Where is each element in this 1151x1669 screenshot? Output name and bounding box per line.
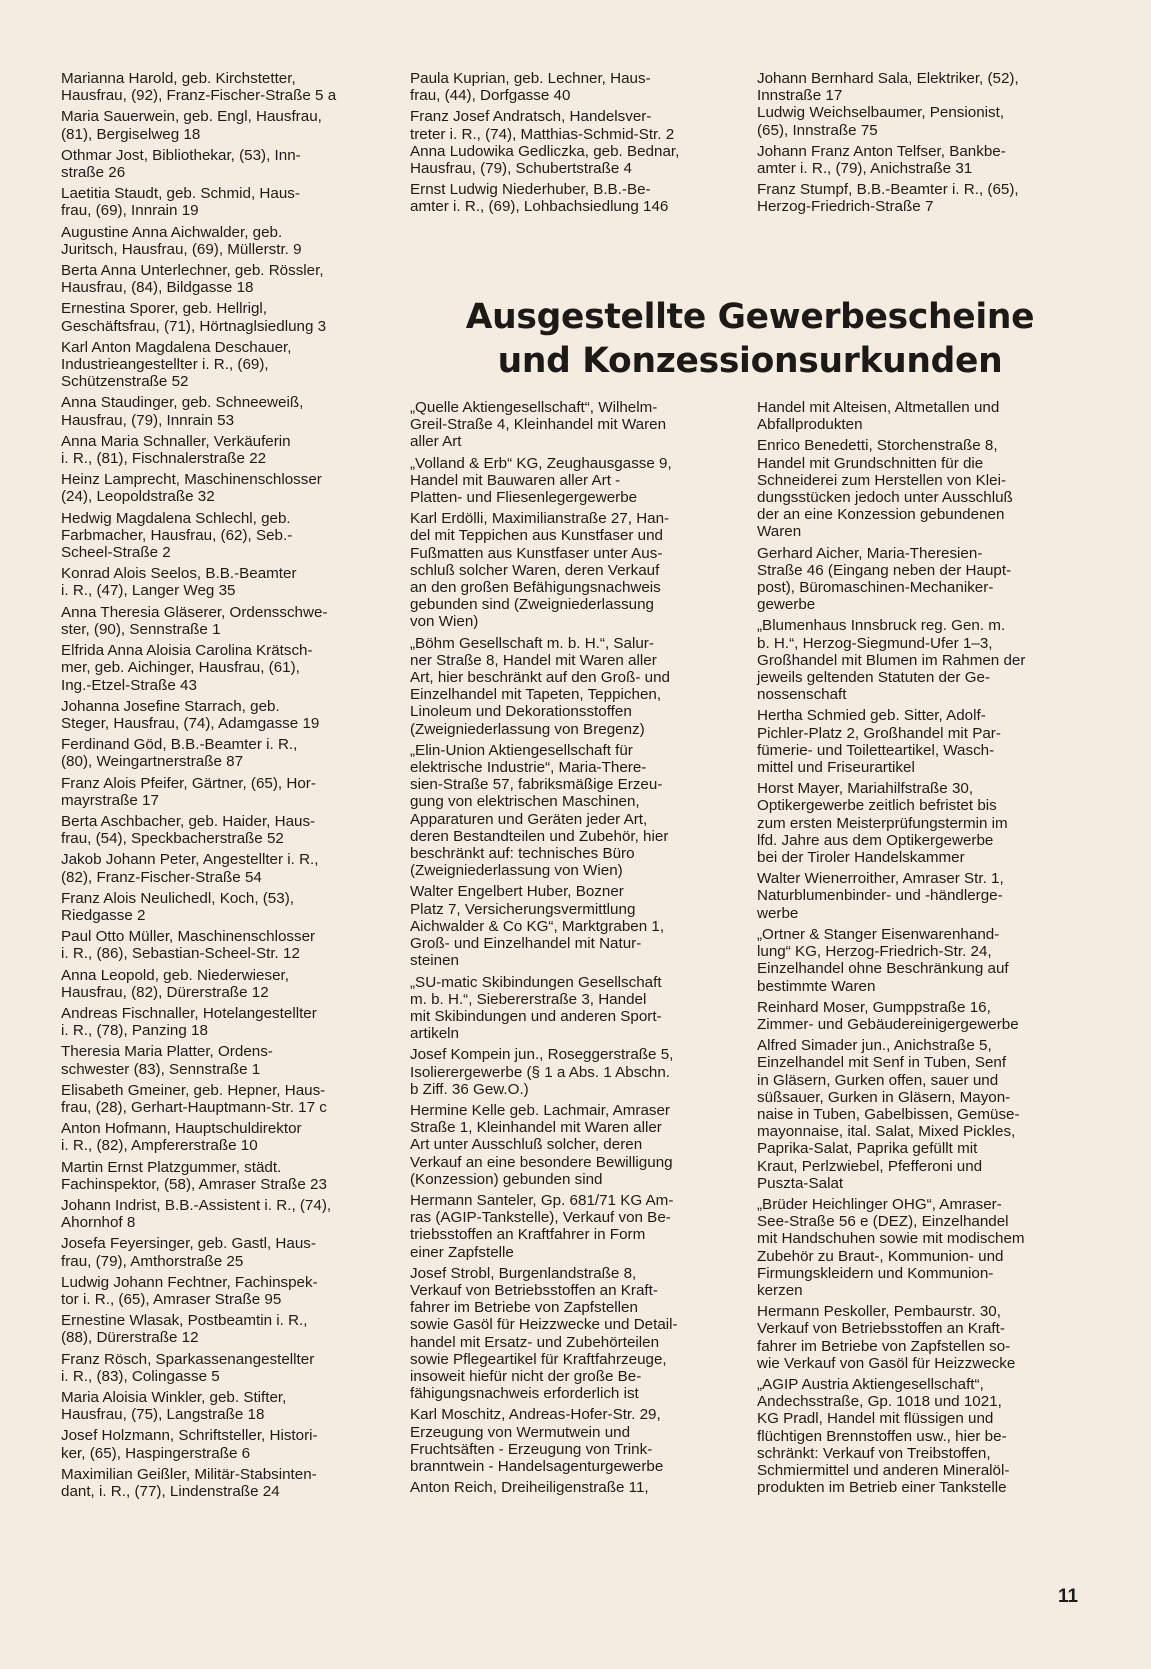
entry-line: elektrische Industrie“, Maria-There- (410, 759, 647, 777)
list-entry (61, 1312, 379, 1346)
entry-line: Franz Alois Neulichedl, Koch, (53), (61, 889, 294, 907)
list-entry (757, 999, 1087, 1033)
entry-line: gebunden sind (Zweigniederlassung (410, 596, 655, 614)
entry-line: Paprika-Salat, Paprika gefüllt mit (757, 1140, 978, 1158)
entry-line: Hausfrau, (75), Langstraße 18 (61, 1406, 265, 1424)
entry-line: Andreas Fischnaller, Hotelangestellter (61, 1004, 317, 1022)
entry-line: Zimmer- und Gebäudereinigergewerbe (757, 1015, 1019, 1033)
list-entry (410, 399, 735, 451)
entry-line: Fruchtsäften - Erzeugung von Trink- (410, 1440, 653, 1458)
entry-line: Hermine Kelle geb. Lachmair, Amraser (410, 1101, 670, 1119)
list-entry (61, 224, 379, 258)
list-entry (61, 1389, 379, 1423)
entry-line: Josef Holzmann, Schriftsteller, Histori- (61, 1427, 318, 1445)
list-entry (61, 698, 379, 732)
entry-line: Anton Hofmann, Hauptschuldirektor (61, 1120, 302, 1138)
entry-line: zum ersten Meisterprüfungstermin im (757, 814, 1008, 832)
list-entry (757, 780, 1087, 866)
entry-line: naise in Tuben, Gabelbissen, Gemüse- (757, 1105, 1020, 1123)
entry-line: (Zweigniederlassung von Wien) (410, 862, 623, 880)
entry-line: „Ortner & Stanger Eisenwarenhand- (757, 925, 1000, 943)
entry-line: mayonnaise, ital. Salat, Mixed Pickles, (757, 1123, 1016, 1141)
list-entry (61, 851, 379, 885)
entry-line: Isolierergewerbe (§ 1 a Abs. 1 Abschn. (410, 1063, 671, 1081)
entry-line: Linoleum und Dekorationsstoffen (410, 703, 632, 721)
entry-line: Fußmatten aus Kunstfaser unter Aus- (410, 544, 663, 562)
entry-line: Hermann Santeler, Gp. 681/71 KG Am- (410, 1191, 674, 1209)
entry-line: Theresia Maria Platter, Ordens- (61, 1043, 273, 1061)
entry-line: Großhandel mit Blumen im Rahmen der (757, 651, 1026, 669)
entry-line: Geschäftsfrau, (71), Hörtnaglsiedlung 3 (61, 317, 327, 335)
entry-line: schränkt: Verkauf von Treibstoffen, (757, 1444, 991, 1462)
entry-line: fahrer im Betriebe von Zapfstellen so- (757, 1337, 1011, 1355)
list-entry (410, 70, 710, 104)
entry-line: frau, (54), Speckbacherstraße 52 (61, 830, 284, 848)
entry-line: Juritsch, Hausfrau, (69), Müllerstr. 9 (61, 240, 302, 258)
entry-line: b Ziff. 36 Gew.O.) (410, 1080, 529, 1098)
entry-line: amter i. R., (79), Anichstraße 31 (757, 160, 973, 178)
list-entry (61, 967, 379, 1001)
entry-line: Berta Aschbacher, geb. Haider, Haus- (61, 812, 316, 830)
entry-line: Hausfrau, (79), Schubertstraße 4 (410, 160, 633, 178)
entry-line: Handel mit Alteisen, Altmetallen und (757, 399, 1000, 416)
entry-line: Walter Engelbert Huber, Bozner (410, 883, 624, 901)
entry-line: lung“ KG, Herzog-Friedrich-Str. 24, (757, 943, 992, 961)
entry-line: (Konzession) gebunden sind (410, 1170, 603, 1188)
list-entry (410, 510, 735, 630)
entry-line: Ahornhof 8 (61, 1214, 136, 1232)
list-entry (757, 545, 1087, 614)
entry-line: Zubehör zu Braut-, Kommunion- und (757, 1247, 1004, 1265)
column-deaths-list-end (757, 70, 1087, 220)
entry-line: Verkauf an eine besondere Bewilligung (410, 1153, 673, 1171)
entry-line: Hedwig Magdalena Schlechl, geb. (61, 509, 291, 527)
entry-line: Anna Staudinger, geb. Schneeweiß, (61, 394, 304, 412)
entry-line: Walter Wienerroither, Amraser Str. 1, (757, 870, 1004, 888)
entry-line: m. b. H.“, Siebererstraße 3, Handel (410, 990, 647, 1008)
entry-line: Schützenstraße 52 (61, 373, 189, 391)
list-entry (61, 642, 379, 694)
list-entry (61, 775, 379, 809)
entry-line: Einzelhandel ohne Beschränkung auf (757, 960, 1009, 978)
entry-line: Hermann Peskoller, Pembaurstr. 30, (757, 1303, 1001, 1321)
entry-line: Ernst Ludwig Niederhuber, B.B.-Be- (410, 181, 651, 199)
entry-line: frau, (28), Gerhart-Hauptmann-Str. 17 c (61, 1098, 327, 1116)
entry-line: Johann Franz Anton Telfser, Bankbe- (757, 142, 1006, 160)
entry-line: dungsstücken jedoch unter Ausschluß (757, 489, 1013, 507)
entry-line: Johanna Josefine Starrach, geb. (61, 697, 280, 715)
entry-line: Hausfrau, (84), Bildgasse 18 (61, 279, 254, 297)
entry-line: „Quelle Aktiengesellschaft“, Wilhelm- (410, 399, 658, 416)
entry-line: b. H.“, Herzog-Siegmund-Ufer 1–3, (757, 634, 993, 652)
entry-line: Handel mit Grundschnitten für die (757, 454, 984, 472)
entry-line: flüchtigen Brennstoffen usw., hier be- (757, 1427, 1007, 1445)
entry-line: dant, i. R., (77), Lindenstraße 24 (61, 1483, 280, 1501)
entry-line: Hausfrau, (82), Dürerstraße 12 (61, 983, 269, 1001)
list-entry (757, 399, 1087, 433)
entry-line: „Böhm Gesellschaft m. b. H.“, Salur- (410, 634, 654, 652)
entry-line: Maria Sauerwein, geb. Engl, Hausfrau, (61, 108, 322, 126)
entry-line: Maximilian Geißler, Militär-Stabsinten- (61, 1465, 317, 1483)
entry-line: Groß- und Einzelhandel mit Natur- (410, 935, 642, 953)
entry-line: Berta Anna Unterlechner, geb. Rössler, (61, 262, 324, 280)
entry-line: (82), Franz-Fischer-Straße 54 (61, 868, 262, 886)
entry-line: Verkauf von Betriebsstoffen an Kraft- (757, 1320, 1005, 1338)
entry-line: insoweit hiefür nicht der große Be- (410, 1367, 642, 1385)
list-entry (61, 1197, 379, 1231)
entry-line: ster, (90), Sennstraße 1 (61, 620, 221, 638)
entry-line: Josefa Feyersinger, geb. Gastl, Haus- (61, 1235, 316, 1253)
entry-line: „AGIP Austria Aktiengesellschaft“, (757, 1375, 984, 1393)
entry-line: gewerbe (757, 596, 816, 614)
list-entry (61, 890, 379, 924)
entry-line: Maria Aloisia Winkler, geb. Stifter, (61, 1389, 287, 1407)
entry-line: steinen (410, 952, 459, 970)
entry-line: Schmiermittel und anderen Mineralöl- (757, 1461, 1010, 1479)
entry-line: gung von elektrischen Maschinen, (410, 793, 640, 811)
entry-line: del mit Teppichen aus Kunstfaser und (410, 527, 664, 545)
list-entry (61, 70, 379, 104)
entry-line: Verkauf von Betriebsstoffen an Kraft- (410, 1281, 658, 1299)
entry-line: (Zweigniederlassung von Bregenz) (410, 720, 645, 738)
entry-line: Hausfrau, (79), Innrain 53 (61, 411, 235, 429)
entry-line: Ing.-Etzel-Straße 43 (61, 676, 197, 694)
list-entry (61, 185, 379, 219)
list-entry (61, 262, 379, 296)
entry-line: tor i. R., (65), Amraser Straße 95 (61, 1291, 282, 1308)
entry-line: Apparaturen und Geräten jeder Art, (410, 810, 648, 828)
entry-line: lfd. Jahre aus dem Optikergewerbe (757, 831, 994, 849)
list-entry (61, 1466, 379, 1500)
entry-line: i. R., (83), Colingasse 5 (61, 1367, 220, 1385)
entry-line: (81), Bergiselweg 18 (61, 125, 201, 143)
entry-line: (24), Leopoldstraße 32 (61, 488, 215, 506)
entry-line: Karl Erdölli, Maximilianstraße 27, Han- (410, 510, 670, 528)
entry-line: Innstraße 17 (757, 87, 843, 105)
entry-line: fahrer im Betriebe von Zapfstellen (410, 1299, 638, 1317)
entry-line: See-Straße 56 e (DEZ), Einzelhandel (757, 1213, 1009, 1231)
list-entry (61, 1005, 379, 1039)
entry-line: Straße 46 (Eingang neben der Haupt- (757, 561, 1012, 579)
entry-line: Hertha Schmied geb. Sitter, Adolf- (757, 707, 986, 725)
entry-line: Andechsstraße, Gp. 1018 und 1021, (757, 1393, 1002, 1411)
entry-line: Straße 1, Kleinhandel mit Waren aller (410, 1119, 662, 1137)
list-entry (410, 1406, 735, 1475)
list-entry (61, 1235, 379, 1269)
entry-line: süßsauer, Gurken in Gläsern, Mayon- (757, 1088, 1011, 1106)
list-entry (61, 1427, 379, 1461)
entry-line: Paula Kuprian, geb. Lechner, Haus- (410, 70, 651, 87)
list-entry (757, 1196, 1087, 1299)
entry-line: Anna Ludowika Gedliczka, geb. Bednar, (410, 142, 680, 160)
entry-line: in Gläsern, Gurken offen, sauer und (757, 1071, 999, 1089)
list-entry (757, 70, 1087, 139)
entry-line: frau, (79), Amthorstraße 25 (61, 1252, 244, 1270)
entry-line: Othmar Jost, Bibliothekar, (53), Inn- (61, 146, 301, 164)
entry-line: Franz Josef Andratsch, Handelsver- (410, 108, 652, 126)
entry-line: bestimmte Waren (757, 977, 876, 995)
list-entry (757, 437, 1087, 540)
entry-line: i. R., (82), Ampfererstraße 10 (61, 1137, 258, 1155)
entry-line: produkten im Betrieb einer Tankstelle (757, 1479, 1007, 1497)
entry-line: Pichler-Platz 2, Großhandel mit Par- (757, 724, 1001, 742)
list-entry (410, 1192, 735, 1261)
list-entry (61, 300, 379, 334)
entry-line: Ferdinand Göd, B.B.-Beamter i. R., (61, 736, 298, 754)
entry-line: nossenschaft (757, 686, 847, 704)
entry-line: Johann Indrist, B.B.-Assistent i. R., (74), (61, 1196, 332, 1214)
list-entry (410, 974, 735, 1043)
list-entry (410, 1102, 735, 1188)
list-entry (410, 455, 735, 507)
list-entry (61, 813, 379, 847)
entry-line: Josef Kompein jun., Roseggerstraße 5, (410, 1046, 674, 1064)
list-entry (410, 1479, 735, 1496)
entry-line: Karl Anton Magdalena Deschauer, (61, 338, 292, 356)
entry-line: Enrico Benedetti, Storchenstraße 8, (757, 437, 998, 455)
entry-line: ker, (65), Haspingerstraße 6 (61, 1444, 251, 1462)
entry-line: Art, hier beschränkt auf den Groß- und (410, 669, 671, 687)
entry-line: Steger, Hausfrau, (74), Adamgasse 19 (61, 714, 320, 732)
entry-line: Puszta-Salat (757, 1174, 844, 1192)
entry-line: Ludwig Johann Fechtner, Fachinspek- (61, 1273, 318, 1291)
entry-line: i. R., (47), Langer Weg 35 (61, 582, 236, 600)
entry-line: ras (AGIP-Tankstelle), Verkauf von Be- (410, 1209, 671, 1227)
entry-line: Laetitia Staudt, geb. Schmid, Haus- (61, 185, 300, 203)
entry-line: post), Büromaschinen-Mechaniker- (757, 579, 994, 597)
list-entry (61, 394, 379, 428)
list-entry (61, 147, 379, 181)
entry-line: schluß solcher Waren, deren Verkauf (410, 561, 660, 579)
entry-line: Marianna Harold, geb. Kirchstetter, (61, 70, 296, 87)
entry-line: Waren (757, 523, 802, 541)
list-entry (757, 1303, 1087, 1372)
entry-line: sowie Gasöl für Heizzwecke und Detail- (410, 1316, 678, 1334)
list-entry (757, 1376, 1087, 1496)
entry-line: „Elin-Union Aktiengesellschaft für (410, 741, 633, 759)
entry-line: fümerie- und Toiletteartikel, Wasch- (757, 741, 995, 759)
entry-line: Aichwalder & Co KG“, Marktgraben 1, (410, 917, 665, 935)
entry-line: Fachinspektor, (58), Amraser Straße 23 (61, 1175, 327, 1193)
entry-line: Anna Theresia Gläserer, Ordensschwe- (61, 603, 328, 621)
page-number: 11 (1058, 1586, 1079, 1607)
list-entry (61, 1159, 379, 1193)
entry-line: Platten- und Fliesenlegergewerbe (410, 489, 638, 507)
column-deaths-list (61, 70, 379, 1504)
entry-line: Naturblumenbinder- und -händlerge- (757, 887, 1003, 905)
list-entry (61, 928, 379, 962)
entry-line: Kraut, Perlzwiebel, Pfefferoni und (757, 1157, 983, 1175)
entry-line: Franz Alois Pfeifer, Gärtner, (65), Hor- (61, 774, 316, 792)
entry-line: Elisabeth Gmeiner, geb. Hepner, Haus- (61, 1081, 326, 1099)
entry-line: bei der Tiroler Handelskammer (757, 849, 965, 867)
list-entry (61, 1043, 379, 1077)
entry-line: straße 26 (61, 164, 126, 182)
entry-line: handel mit Ersatz- und Zubehörteilen (410, 1333, 660, 1351)
list-entry (61, 433, 379, 467)
entry-line: (80), Weingartnerstraße 87 (61, 753, 244, 771)
entry-line: (65), Innstraße 75 (757, 121, 878, 139)
list-entry (410, 742, 735, 880)
entry-line: Josef Strobl, Burgenlandstraße 8, (410, 1264, 637, 1282)
list-entry (61, 604, 379, 638)
entry-line: mayrstraße 17 (61, 791, 159, 809)
entry-line: Riedgasse 2 (61, 906, 146, 924)
list-entry (410, 1046, 735, 1098)
section-headline (430, 295, 1070, 383)
entry-line: branntwein - Handelsagenturgewerbe (410, 1457, 664, 1475)
entry-line: mittel und Friseurartikel (757, 759, 915, 777)
column-deaths-list-continued (410, 70, 710, 220)
entry-line: wie Verkauf von Gasöl für Heizzwecke (757, 1354, 1016, 1372)
list-entry (61, 471, 379, 505)
list-entry (410, 108, 710, 177)
entry-line: sowie Pflegeartikel für Kraftfahrzeuge, (410, 1350, 667, 1368)
list-entry (61, 510, 379, 562)
entry-line: triebsstoffen an Kraftfahrer in Form (410, 1226, 646, 1244)
list-entry (61, 565, 379, 599)
entry-line: Horst Mayer, Mariahilfstraße 30, (757, 780, 974, 798)
entry-line: Einzelhandel mit Senf in Tuben, Senf (757, 1054, 1007, 1072)
entry-line: der an eine Konzession gebundenen (757, 506, 1005, 524)
entry-line: artikeln (410, 1025, 459, 1043)
entry-line: Ernestine Wlasak, Postbeamtin i. R., (61, 1312, 308, 1330)
entry-line: Schneiderei zum Herstellen von Klei- (757, 471, 1007, 489)
list-entry (61, 1274, 379, 1308)
entry-line: Paul Otto Müller, Maschinenschlosser (61, 928, 316, 946)
list-entry (757, 181, 1087, 215)
column-trade-licenses-continued (757, 399, 1087, 1500)
list-entry (757, 926, 1087, 995)
list-entry (757, 143, 1087, 177)
list-entry (410, 181, 710, 215)
entry-line: von Wien) (410, 613, 479, 631)
list-entry (410, 1265, 735, 1403)
entry-line: Hausfrau, (92), Franz-Fischer-Straße 5 a (61, 87, 337, 105)
list-entry (410, 883, 735, 969)
entry-line: Ludwig Weichselbaumer, Pensionist, (757, 104, 1005, 122)
entry-line: fähigungsnachweis erforderlich ist (410, 1385, 639, 1403)
list-entry (757, 870, 1087, 922)
entry-line: mit Skibindungen und anderen Sport- (410, 1007, 662, 1025)
list-entry (410, 635, 735, 738)
entry-line: Elfrida Anna Aloisia Carolina Krätsch- (61, 642, 313, 660)
entry-line: Erzeugung von Wermutwein und (410, 1423, 631, 1441)
entry-line: deren Bestandteilen und Zubehör, hier (410, 827, 669, 845)
entry-line: „Blumenhaus Innsbruck reg. Gen. m. (757, 617, 1006, 635)
entry-line: mit Handschuhen sowie mit modischem (757, 1230, 1025, 1248)
entry-line: Firmungskleidern und Kommunion- (757, 1264, 994, 1282)
entry-line: Abfallprodukten (757, 416, 863, 434)
entry-line: treter i. R., (74), Matthias-Schmid-Str. 2 (410, 125, 675, 143)
entry-line: Jakob Johann Peter, Angestellter i. R., (61, 851, 319, 869)
entry-line: Konrad Alois Seelos, B.B.-Beamter (61, 565, 297, 583)
entry-line: Ernestina Sporer, geb. Hellrigl, (61, 300, 267, 318)
entry-line: Franz Rösch, Sparkassenangestellter (61, 1350, 315, 1368)
entry-line: Johann Bernhard Sala, Elektriker, (52), (757, 70, 1019, 87)
entry-line: Platz 7, Versicherungsvermittlung (410, 900, 636, 918)
headline-line: und Konzessionsurkunden (497, 341, 1003, 381)
entry-line: ner Straße 8, Handel mit Waren aller (410, 651, 657, 669)
entry-line: KG Pradl, Handel mit flüssigen und (757, 1410, 994, 1428)
entry-line: Alfred Simader jun., Anichstraße 5, (757, 1037, 992, 1055)
entry-line: Anna Leopold, geb. Niederwieser, (61, 966, 289, 984)
entry-line: jeweils geltenden Statuten der Ge- (757, 669, 991, 687)
list-entry (61, 108, 379, 142)
entry-line: Herzog-Friedrich-Straße 7 (757, 198, 934, 216)
entry-line: Reinhard Moser, Gumppstraße 16, (757, 998, 991, 1016)
entry-line: Scheel-Straße 2 (61, 544, 171, 562)
entry-line: mer, geb. Aichinger, Hausfrau, (61), (61, 659, 300, 677)
entry-line: Anton Reich, Dreiheiligenstraße 11, (410, 1479, 649, 1497)
list-entry (61, 339, 379, 391)
entry-line: frau, (44), Dorfgasse 40 (410, 87, 571, 105)
entry-line: Heinz Lamprecht, Maschinenschlosser (61, 471, 322, 489)
headline-line: Ausgestellte Gewerbescheine (465, 297, 1035, 337)
entry-line: Karl Moschitz, Andreas-Hofer-Str. 29, (410, 1406, 661, 1424)
entry-line: an den großen Befähigungsnachweis (410, 579, 661, 597)
entry-line: Augustine Anna Aichwalder, geb. (61, 223, 283, 241)
entry-line: Handel mit Bauwaren aller Art - (410, 471, 621, 489)
entry-line: Farbmacher, Hausfrau, (62), Seb.- (61, 526, 293, 544)
list-entry (61, 736, 379, 770)
entry-line: „Volland & Erb“ KG, Zeughausgasse 9, (410, 454, 672, 472)
entry-line: sien-Straße 57, fabriksmäßige Erzeu- (410, 776, 663, 794)
list-entry (61, 1351, 379, 1385)
entry-line: frau, (69), Innrain 19 (61, 202, 199, 220)
entry-line: i. R., (81), Fischnalerstraße 22 (61, 450, 267, 468)
entry-line: beschränkt auf: technisches Büro (410, 845, 635, 863)
entry-line: Optikergewerbe zeitlich befristet bis (757, 797, 997, 815)
entry-line: einer Zapfstelle (410, 1243, 514, 1261)
list-entry (61, 1082, 379, 1116)
entry-line: „SU-matic Skibindungen Gesellschaft (410, 973, 662, 991)
entry-line: Art unter Ausschluß solcher, deren (410, 1136, 643, 1154)
entry-line: Einzelhandel mit Tapeten, Teppichen, (410, 686, 662, 704)
list-entry (757, 1037, 1087, 1192)
entry-line: Gerhard Aicher, Maria-Theresien- (757, 544, 983, 562)
entry-line: „Brüder Heichlinger OHG“, Amraser- (757, 1195, 1002, 1213)
entry-line: i. R., (86), Sebastian-Scheel-Str. 12 (61, 945, 300, 963)
entry-line: aller Art (410, 433, 462, 451)
entry-line: (88), Dürerstraße 12 (61, 1329, 199, 1347)
list-entry (61, 1120, 379, 1154)
entry-line: Industrieangestellter i. R., (69), (61, 356, 269, 374)
entry-line: kerzen (757, 1281, 803, 1299)
entry-line: amter i. R., (69), Lohbachsiedlung 146 (410, 198, 669, 216)
entry-line: Franz Stumpf, B.B.-Beamter i. R., (65), (757, 181, 1019, 199)
entry-line: Martin Ernst Platzgummer, städt. (61, 1158, 282, 1176)
list-entry (757, 617, 1087, 703)
entry-line: schwester (83), Sennstraße 1 (61, 1060, 261, 1078)
entry-line: i. R., (78), Panzing 18 (61, 1022, 208, 1040)
entry-line: werbe (757, 904, 799, 922)
entry-line: Anna Maria Schnaller, Verkäuferin (61, 432, 291, 450)
entry-line: Greil-Straße 4, Kleinhandel mit Waren (410, 416, 667, 434)
list-entry (757, 707, 1087, 776)
column-trade-licenses (410, 399, 735, 1500)
